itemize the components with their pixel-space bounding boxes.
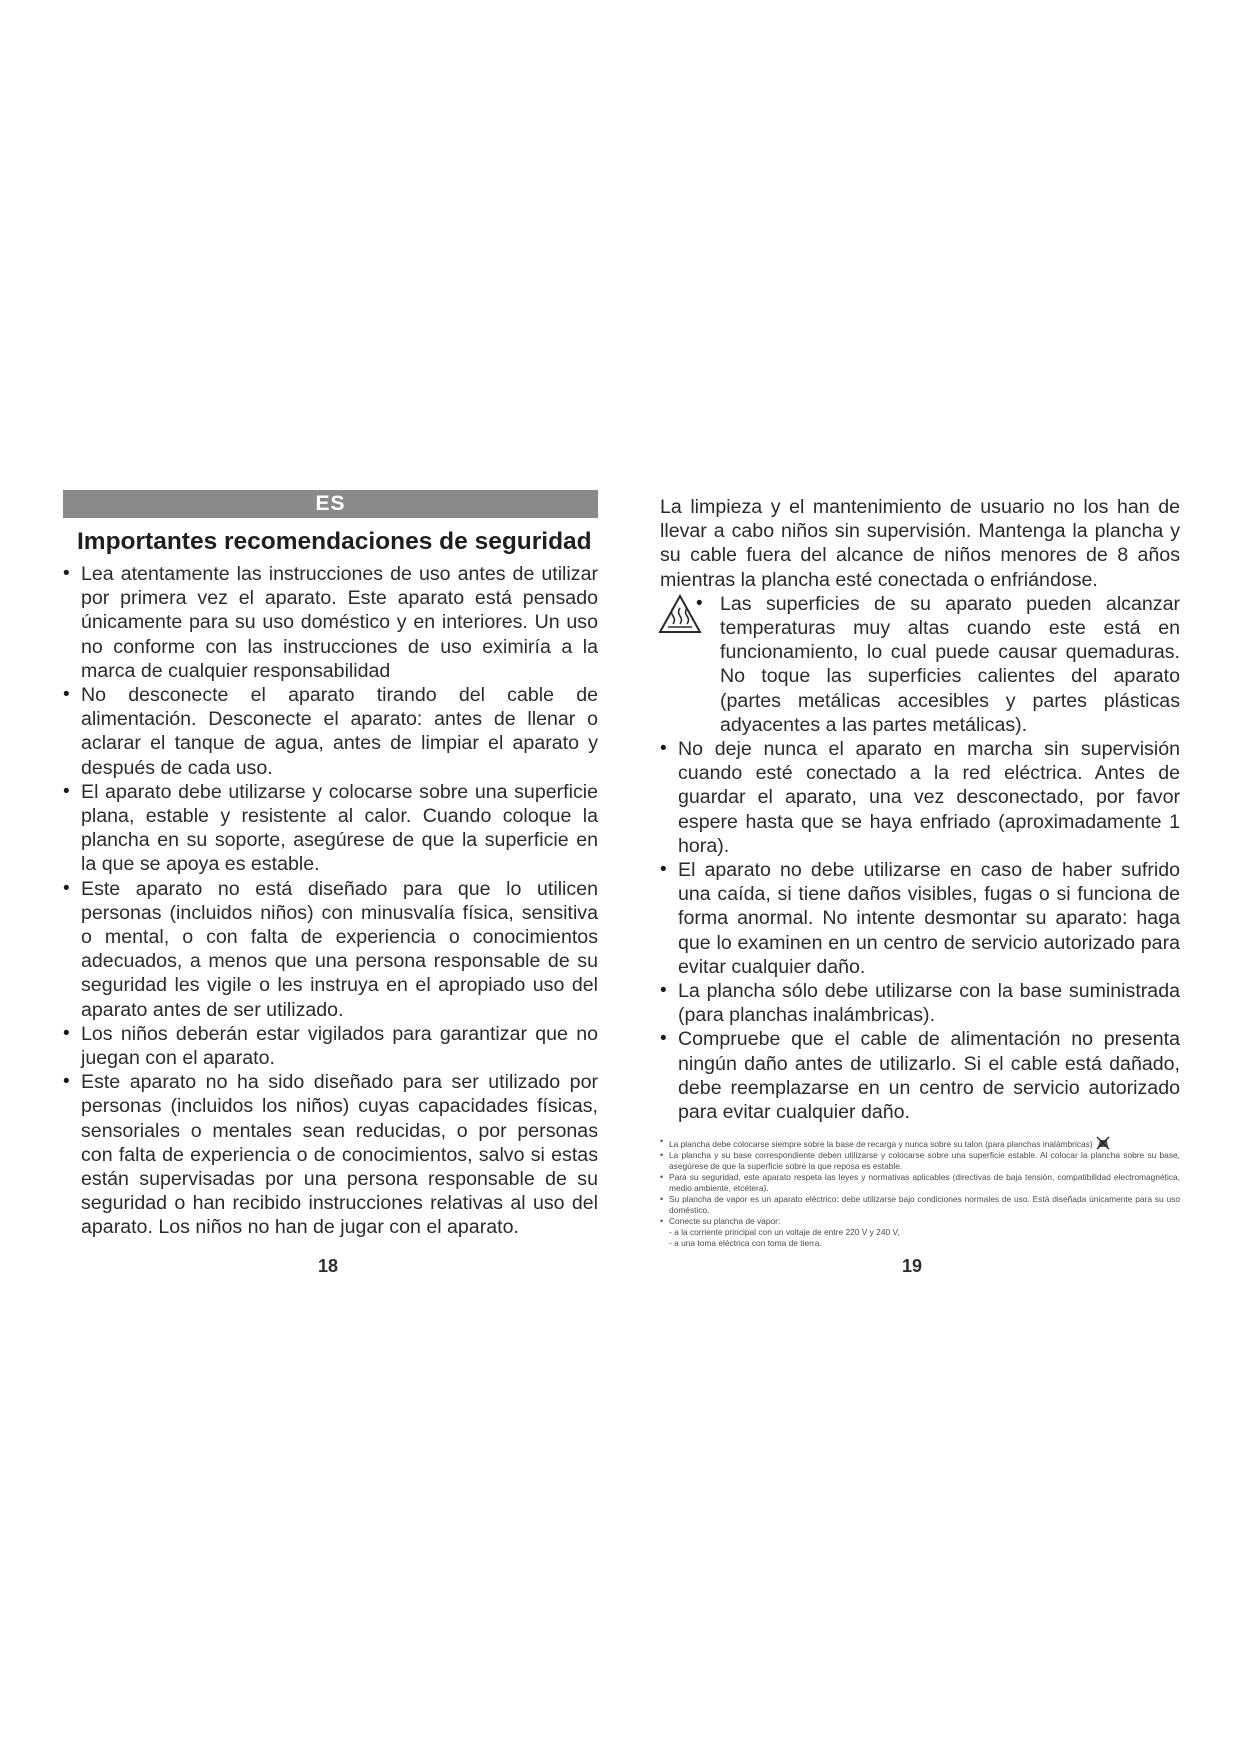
note-item: • La plancha debe colocarse siempre sobre la base de recarga y nunca sobre su talon (para planchas inalámbricas)	[660, 1136, 1180, 1150]
sub-note-item: - a una toma eléctrica con toma de tierra.	[669, 1238, 822, 1249]
intro-paragraph: La limpieza y el mantenimiento de usuario no los han de llevar a cabo niños sin supervisión. Mantenga la plancha y su cable fuera del alcance de niños menores de 8 años mientras la plancha esté conectada o enfriándose.	[660, 496, 1180, 591]
note-item: • La plancha y su base correspondiente deben utilizarse y colocarse sobre una superficie estable. Al colocar la plancha sobre su base, asegúrese de que la superficie sobre la que reposa es estable.	[660, 1150, 1180, 1172]
hot-surface-warning	[660, 592, 1180, 737]
left-page	[63, 490, 598, 1240]
list-item: • Lea atentamente las instrucciones de uso antes de utilizar por primera vez el aparato. Este aparato está pensado únicamente para su uso doméstico y en interiores. Un uso no conforme con las instrucciones de uso eximiría a la marca de cualquier responsabilidad	[63, 562, 598, 683]
warning-text: Las superficies de su aparato pueden alcanzar temperaturas muy altas cuando este está en funcionamiento, lo cual puede causar quemaduras. No toque las superficies calientes del aparato (partes metálicas accesibles y partes plásticas adyacentes a las partes metálicas).	[720, 592, 1180, 736]
language-tag: ES	[63, 490, 598, 518]
safety-list-left	[63, 562, 598, 1240]
list-item: • No deje nunca el aparato en marcha sin supervisión cuando esté conectado a la red eléctrica. Antes de guardar el aparato, una vez desconectado, por favor espere hasta que se haya enfriado (aproximadamente 1 hora).	[660, 737, 1180, 858]
list-item: • El aparato debe utilizarse y colocarse sobre una superficie plana, estable y resistente al calor. Cuando coloque la plancha en su soporte, asegúrese de que la superficie en la que se apoya es estable.	[63, 780, 598, 877]
right-page	[660, 495, 1180, 1249]
list-item: • No desconecte el aparato tirando del cable de alimentación. Desconecte el aparato: antes de llenar o aclarar el tanque de agua, antes de limpiar el aparato y después de cada uso.	[63, 683, 598, 780]
crossed-iron-icon	[1096, 1136, 1110, 1150]
list-item: • La plancha sólo debe utilizarse con la base suministrada (para planchas inalámbricas).	[660, 979, 1180, 1027]
list-item: • El aparato no debe utilizarse en caso de haber sufrido una caída, si tiene daños visibles, fugas o si funciona de forma anormal. No intente desmontar su aparato: haga que lo examinen en un centro de servicio autorizado para evitar cualquier daño.	[660, 858, 1180, 979]
fine-print-notes	[660, 1136, 1180, 1249]
page-number-left: 18	[318, 1256, 339, 1276]
safety-list-right	[660, 592, 1180, 1124]
page-number-right: 19	[902, 1256, 923, 1276]
note-item: • Para su seguridad, este aparato respeta las leyes y normativas aplicables (directivas de baja tensión, compatibilidad electromagnética, medio ambiente, etcétera).	[660, 1172, 1180, 1194]
sub-note-item: - a la corriente principal con un voltaje de entre 220 V y 240 V,	[669, 1227, 900, 1238]
note-item: • Conecte su plancha de vapor:	[660, 1216, 1180, 1227]
list-item: • Compruebe que el cable de alimentación no presenta ningún daño antes de utilizarlo. Si el cable está dañado, debe reemplazarse en un centro de servicio autorizado para evitar cualquier daño.	[660, 1027, 1180, 1124]
list-item: • Este aparato no está diseñado para que lo utilicen personas (incluidos niños) con minusvalía física, sensitiva o mental, o con falta de experiencia o conocimientos adecuados, a menos que una persona responsable de su seguridad les vigile o les instruya en el apropiado uso del aparato antes de ser utilizado.	[63, 877, 598, 1022]
bullet-icon: •	[696, 592, 703, 614]
list-item: • Los niños deberán estar vigilados para garantizar que no juegan con el aparato.	[63, 1022, 598, 1070]
page-title: Importantes recomendaciones de seguridad	[77, 528, 592, 555]
list-item: • Este aparato no ha sido diseñado para ser utilizado por personas (incluidos los niños) cuyas capacidades físicas, sensoriales o mentales sean reducidas, o por personas con falta de experiencia o de conocimientos, salvo si estas están supervisadas por una persona responsable de su seguridad o han recibido instrucciones relativas al uso del aparato. Los niños no han de jugar con el aparato.	[63, 1070, 598, 1239]
note-item: • Su plancha de vapor es un aparato eléctrico: debe utilizarse bajo condiciones normales de uso. Está diseñada únicamente para su uso doméstico.	[660, 1194, 1180, 1216]
